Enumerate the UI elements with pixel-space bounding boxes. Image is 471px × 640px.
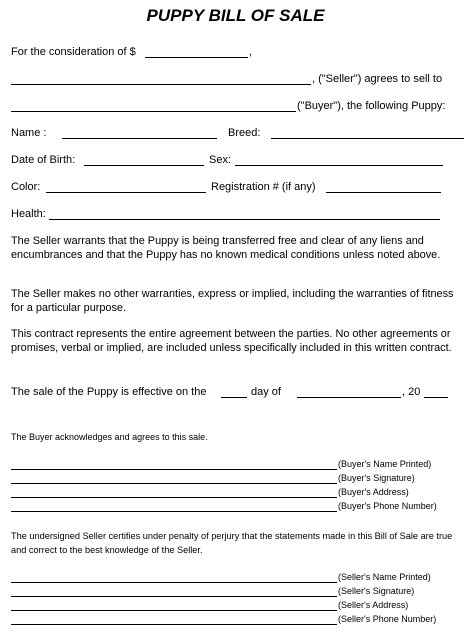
color-label: Color: <box>11 181 41 193</box>
document-title: PUPPY BILL OF SALE <box>146 6 325 25</box>
buyer-address-field[interactable] <box>11 497 337 498</box>
registration-label: Registration # (if any) <box>211 181 316 193</box>
puppy-name-label: Name : <box>11 127 47 139</box>
color-field[interactable] <box>46 192 206 193</box>
entire-agreement-paragraph: This contract represents the entire agreement between the parties. No other agreements or promises, verbal or implied, are included unless specifically included in this written contract. <box>11 328 452 354</box>
seller-suffix-text: , ("Seller") agrees to sell to <box>312 73 443 85</box>
buyer-name-printed-label: (Buyer's Name Printed) <box>338 459 432 469</box>
sex-label: Sex: <box>209 154 232 166</box>
effective-year-prefix: , 20 <box>402 386 421 398</box>
puppy-name-field[interactable] <box>62 138 217 139</box>
effective-month-field[interactable] <box>297 397 401 398</box>
buyer-name-field[interactable] <box>11 111 296 112</box>
consideration-comma: , <box>249 46 253 58</box>
buyer-signature-field[interactable] <box>11 483 337 484</box>
buyer-phone-label: (Buyer's Phone Number) <box>338 501 437 511</box>
buyer-name-printed-field[interactable] <box>11 469 337 470</box>
sex-field[interactable] <box>235 165 443 166</box>
seller-name-field[interactable] <box>11 84 311 85</box>
registration-field[interactable] <box>326 192 441 193</box>
seller-name-printed-label: (Seller's Name Printed) <box>338 572 431 582</box>
consideration-amount-field[interactable] <box>145 57 248 58</box>
buyer-signature-label: (Buyer's Signature) <box>338 473 415 483</box>
warranty-paragraph: The Seller warrants that the Puppy is being transferred free and clear of any liens and encumbrances and that the Puppy has no known medical conditions unless noted above. <box>11 235 441 261</box>
health-label: Health: <box>11 208 46 220</box>
dob-label: Date of Birth: <box>11 154 76 166</box>
buyer-address-label: (Buyer's Address) <box>338 487 409 497</box>
seller-phone-field[interactable] <box>11 624 337 625</box>
effective-prefix: The sale of the Puppy is effective on the <box>11 386 207 398</box>
health-field[interactable] <box>49 219 440 220</box>
consideration-label: For the consideration of $ <box>11 46 136 58</box>
seller-signature-field[interactable] <box>11 596 337 597</box>
seller-address-label: (Seller's Address) <box>338 600 409 610</box>
seller-phone-label: (Seller's Phone Number) <box>338 614 437 624</box>
seller-cert-text: The undersigned Seller certifies under penalty of perjury that the statements made in this Bill of Sale are true and correct to the best knowledge of the Seller. <box>11 531 453 555</box>
effective-day-field[interactable] <box>221 397 247 398</box>
effective-day-of: day of <box>251 386 281 398</box>
buyer-ack-text: The Buyer acknowledges and agrees to this sale. <box>11 432 208 442</box>
seller-name-printed-field[interactable] <box>11 582 337 583</box>
buyer-phone-field[interactable] <box>11 511 337 512</box>
buyer-suffix-text: ("Buyer"), the following Puppy: <box>297 100 446 112</box>
effective-year-field[interactable] <box>424 397 448 398</box>
breed-field[interactable] <box>271 138 464 139</box>
dob-field[interactable] <box>84 165 204 166</box>
breed-label: Breed: <box>228 127 261 139</box>
no-other-warranties-paragraph: The Seller makes no other warranties, express or implied, including the warranties of fitness for a particular purpose. <box>11 288 454 314</box>
seller-signature-label: (Seller's Signature) <box>338 586 415 596</box>
seller-address-field[interactable] <box>11 610 337 611</box>
